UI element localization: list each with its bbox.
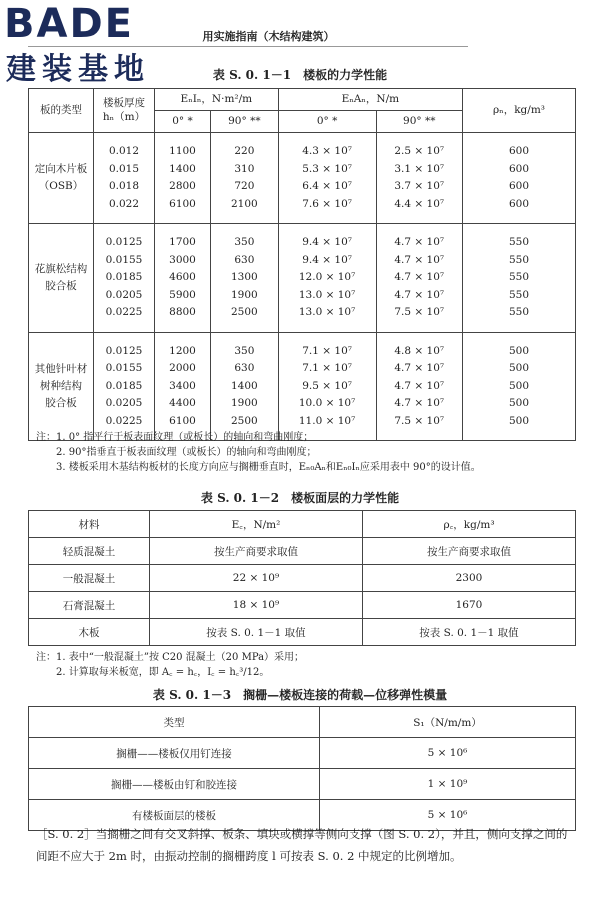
cell-group2-col2 xyxy=(211,332,279,441)
table-cell-value: 500 xyxy=(508,414,530,427)
table-cell-value: 1700 xyxy=(169,236,196,248)
t1-head-thick-label: 楼板厚度 xyxy=(103,97,145,109)
cell-group2-col0 xyxy=(94,332,155,441)
table-cell-value: 2500 xyxy=(230,414,258,427)
table-cell: 按表 S. 0. 1－1 取值 xyxy=(363,619,576,646)
t1-head-thick xyxy=(94,89,155,133)
table-cell-value: 600 xyxy=(508,145,530,157)
table-cell-value: 500 xyxy=(508,344,530,357)
table-cell-value: 720 xyxy=(234,180,255,192)
table-cell-value: 4.7 × 10⁷ xyxy=(394,236,445,248)
table-cell-value: 0.0225 xyxy=(105,414,143,427)
table-cell-value: 0.018 xyxy=(108,180,140,192)
table-cell-value: 7.5 × 10⁷ xyxy=(394,414,445,427)
table-cell-value: 0.0125 xyxy=(105,236,143,248)
table-cell-value: 0.0185 xyxy=(105,271,143,283)
table-cell-value: 500 xyxy=(508,362,530,374)
cell-group1-col5 xyxy=(463,224,576,333)
t1-head-thick-unit: hₙ（m） xyxy=(102,110,146,123)
table-cell-value: 3.7 × 10⁷ xyxy=(394,180,445,192)
cell-group1-col0 xyxy=(94,224,155,333)
cell-group0-col2 xyxy=(211,133,279,224)
t2-note-2: 2. 计算取每米板宽，即 A꜀ = h꜀，I꜀ = h꜀³/12。 xyxy=(56,667,270,678)
table-cell: 2300 xyxy=(363,565,576,592)
table-row xyxy=(29,133,576,224)
table-cell-value: 630 xyxy=(234,362,255,374)
group-name: 花旗松结构 胶合板 xyxy=(29,224,94,333)
t1-head-rho: ρₙ，kg/m³ xyxy=(463,89,576,133)
table2-caption: 表 S. 0. 1－2 楼板面层的力学性能 xyxy=(200,491,400,505)
table-cell: 按表 S. 0. 1－1 取值 xyxy=(150,619,363,646)
table-cell-value: 1200 xyxy=(169,344,196,357)
table-cell-value: 7.5 × 10⁷ xyxy=(394,306,445,318)
table-cell-value: 2800 xyxy=(169,180,196,192)
table-cell-value: 2500 xyxy=(230,306,258,318)
table-cell-value: 0.0155 xyxy=(105,362,143,374)
table-cell-value: 2000 xyxy=(169,362,196,374)
table-cell-value: 1300 xyxy=(230,271,258,283)
table-cell-value: 9.5 × 10⁷ xyxy=(302,379,352,392)
table-cell-value: 2.5 × 10⁷ xyxy=(394,145,445,157)
table-cell: 1 × 10⁹ xyxy=(320,769,576,800)
table-cell: 搁栅——楼板仅用钉连接 xyxy=(29,738,320,769)
table-cell-value: 550 xyxy=(508,253,530,266)
table-cell-value: 1400 xyxy=(169,162,196,175)
table-cell-value: 600 xyxy=(508,162,530,175)
cell-group2-col5 xyxy=(463,332,576,441)
table-cell-value: 0.0205 xyxy=(105,397,143,409)
table-cell-value: 4600 xyxy=(169,271,196,283)
t1-note-2: 2. 90°指垂直于板表面纹理（或板长）的轴向和弯曲刚度； xyxy=(56,447,317,458)
table2 xyxy=(28,510,576,646)
table1 xyxy=(28,88,576,441)
table-cell-value: 630 xyxy=(234,253,255,266)
table-cell-value: 12.0 × 10⁷ xyxy=(298,271,356,283)
table-cell-value: 0.0205 xyxy=(105,288,143,301)
table2-notes xyxy=(36,650,304,680)
t2-head-rho: ρ꜀，kg/m³ xyxy=(363,511,576,538)
table-cell-value: 4.7 × 10⁷ xyxy=(394,271,445,283)
cell-group0-col3 xyxy=(278,133,376,224)
table-cell-value: 4.7 × 10⁷ xyxy=(394,288,445,301)
table-cell: 一般混凝土 xyxy=(29,565,150,592)
table-cell: 5 × 10⁶ xyxy=(320,800,576,831)
t1-sub-EI-90: 90° ** xyxy=(211,111,279,133)
cell-group0-col0 xyxy=(94,133,155,224)
table-cell-value: 1400 xyxy=(230,379,258,392)
table-cell-value: 550 xyxy=(508,271,530,283)
table-cell-value: 6100 xyxy=(169,414,196,427)
table-cell-value: 0.012 xyxy=(108,145,140,157)
table-cell: 有楼板面层的楼板 xyxy=(29,800,320,831)
table-cell-value: 9.4 × 10⁷ xyxy=(302,253,352,266)
watermark-logo: BADE xyxy=(4,1,134,47)
paragraph-s02: ［S. 0. 2］当搁栅之间有交叉斜撑、板条、填块或横撑等侧向支撑（图 S. 0. 2），并且，侧向支撑之间的间距不应大于 2m 时，由振动控制的搁栅跨度 l 可按表 S. 0. 2 中规定的比例增加。 xyxy=(36,827,568,863)
table-row xyxy=(29,769,576,800)
table-cell-value: 0.0125 xyxy=(105,344,143,357)
t1-sub-EA-90: 90° ** xyxy=(376,111,462,133)
t2-head-material: 材料 xyxy=(29,511,150,538)
table-cell-value: 600 xyxy=(508,180,530,192)
table-cell: 1670 xyxy=(363,592,576,619)
group-name: 定向木片板 （OSB） xyxy=(29,133,94,224)
table-cell-value: 0.0225 xyxy=(105,306,143,318)
table-cell-value: 8800 xyxy=(169,306,196,318)
table-cell-value: 4.4 × 10⁷ xyxy=(394,197,445,210)
cell-group1-col3 xyxy=(278,224,376,333)
table-cell-value: 4.8 × 10⁷ xyxy=(394,344,445,357)
table-cell-value: 4.7 × 10⁷ xyxy=(394,362,445,374)
table-cell-value: 4400 xyxy=(169,397,196,409)
table-cell: 按生产商要求取值 xyxy=(150,538,363,565)
cell-group0-col5 xyxy=(463,133,576,224)
table3-caption: 表 S. 0. 1－3 搁栅—楼板连接的荷载—位移弹性模量 xyxy=(152,688,448,702)
table3 xyxy=(28,706,576,831)
t3-head-S: S₁（N/m/m） xyxy=(320,707,576,738)
table-cell-value: 5900 xyxy=(169,288,196,301)
cell-group1-col2 xyxy=(211,224,279,333)
t2-head-E: E꜀，N/m² xyxy=(150,511,363,538)
table-row xyxy=(29,738,576,769)
table-cell: 轻质混凝土 xyxy=(29,538,150,565)
table-cell-value: 350 xyxy=(234,236,255,248)
table-cell-value: 13.0 × 10⁷ xyxy=(298,306,356,318)
table-cell-value: 1900 xyxy=(230,288,258,301)
table-cell-value: 3000 xyxy=(169,253,196,266)
cell-group2-col4 xyxy=(376,332,462,441)
t1-sub-EA-0: 0° * xyxy=(278,111,376,133)
table-cell-value: 6100 xyxy=(169,197,196,210)
cell-group2-col3 xyxy=(278,332,376,441)
table-cell: 18 × 10⁹ xyxy=(150,592,363,619)
table1-notes xyxy=(36,430,481,475)
table-cell-value: 7.1 × 10⁷ xyxy=(302,362,352,374)
cell-group0-col4 xyxy=(376,133,462,224)
page-header xyxy=(28,28,468,47)
table-cell-value: 3.1 × 10⁷ xyxy=(394,162,445,175)
table-cell-value: 13.0 × 10⁷ xyxy=(298,288,356,301)
table-cell-value: 500 xyxy=(508,379,530,392)
table-cell-value: 9.4 × 10⁷ xyxy=(302,236,352,248)
table-cell-value: 0.0155 xyxy=(105,253,143,266)
cell-group1-col1 xyxy=(155,224,211,333)
table-cell-value: 4.7 × 10⁷ xyxy=(394,253,445,266)
table-cell: 5 × 10⁶ xyxy=(320,738,576,769)
table-row xyxy=(29,538,576,565)
table-row xyxy=(29,592,576,619)
table-cell-value: 4.3 × 10⁷ xyxy=(302,145,352,157)
t2-note-1: 注：1. 表中“一般混凝土”按 C20 混凝土（20 MPa）采用； xyxy=(36,652,305,663)
t1-note-1: 注：1. 0° 指平行于板表面纹理（或板长）的轴向和弯曲刚度； xyxy=(36,432,314,443)
t1-sub-EI-0: 0° * xyxy=(155,111,211,133)
table-cell-value: 550 xyxy=(508,306,530,318)
table-cell: 石膏混凝土 xyxy=(29,592,150,619)
table-cell-value: 0.015 xyxy=(108,162,140,175)
t1-head-type: 板的类型 xyxy=(29,89,94,133)
table-cell-value: 7.6 × 10⁷ xyxy=(302,197,352,210)
table-cell-value: 0.022 xyxy=(108,197,140,210)
table-row xyxy=(29,224,576,333)
t1-note-3: 3. 楼板采用木基结构板材的长度方向应与搁栅垂直时，Eₙ₀Aₙ和Eₙ₀Iₙ应采用表中 90°的设计值。 xyxy=(56,462,481,473)
table-row xyxy=(29,565,576,592)
group-name: 其他针叶材 树种结构 胶合板 xyxy=(29,332,94,441)
table-cell-value: 350 xyxy=(234,344,255,357)
table-cell-value: 550 xyxy=(508,236,530,248)
t1-head-EA: EₙAₙ，N/m xyxy=(278,89,462,111)
table-cell-value: 10.0 × 10⁷ xyxy=(298,397,356,409)
table-cell-value: 3400 xyxy=(169,379,196,392)
table-cell-value: 220 xyxy=(234,145,255,157)
table-cell-value: 5.3 × 10⁷ xyxy=(302,162,352,175)
t3-head-type: 类型 xyxy=(29,707,320,738)
watermark-cn: 建装基地 xyxy=(6,52,150,87)
table-cell: 按生产商要求取值 xyxy=(363,538,576,565)
t1-head-EI: EₙIₙ，N·m²/m xyxy=(155,89,279,111)
table-cell-value: 1900 xyxy=(230,397,258,409)
table-cell-value: 4.7 × 10⁷ xyxy=(394,397,445,409)
table-row xyxy=(29,332,576,441)
table-cell-value: 2100 xyxy=(230,197,258,210)
table-cell-value: 1100 xyxy=(169,145,196,157)
table-cell-value: 500 xyxy=(508,397,530,409)
cell-group1-col4 xyxy=(376,224,462,333)
table-cell-value: 11.0 × 10⁷ xyxy=(298,414,356,427)
table-cell: 搁栅——楼板由钉和胶连接 xyxy=(29,769,320,800)
cell-group2-col1 xyxy=(155,332,211,441)
table-cell-value: 4.7 × 10⁷ xyxy=(394,379,445,392)
table-cell-value: 550 xyxy=(508,288,530,301)
table-cell: 22 × 10⁹ xyxy=(150,565,363,592)
table-cell-value: 310 xyxy=(234,162,255,175)
table-cell: 木板 xyxy=(29,619,150,646)
table-cell-value: 7.1 × 10⁷ xyxy=(302,344,352,357)
table-cell-value: 600 xyxy=(508,197,530,210)
table-row xyxy=(29,619,576,646)
cell-group0-col1 xyxy=(155,133,211,224)
table-cell-value: 0.0185 xyxy=(105,379,143,392)
table-cell-value: 6.4 × 10⁷ xyxy=(302,180,352,192)
header-title: 用实施指南（木结构建筑） xyxy=(202,30,335,43)
table1-caption: 表 S. 0. 1－1 楼板的力学性能 xyxy=(212,68,388,82)
